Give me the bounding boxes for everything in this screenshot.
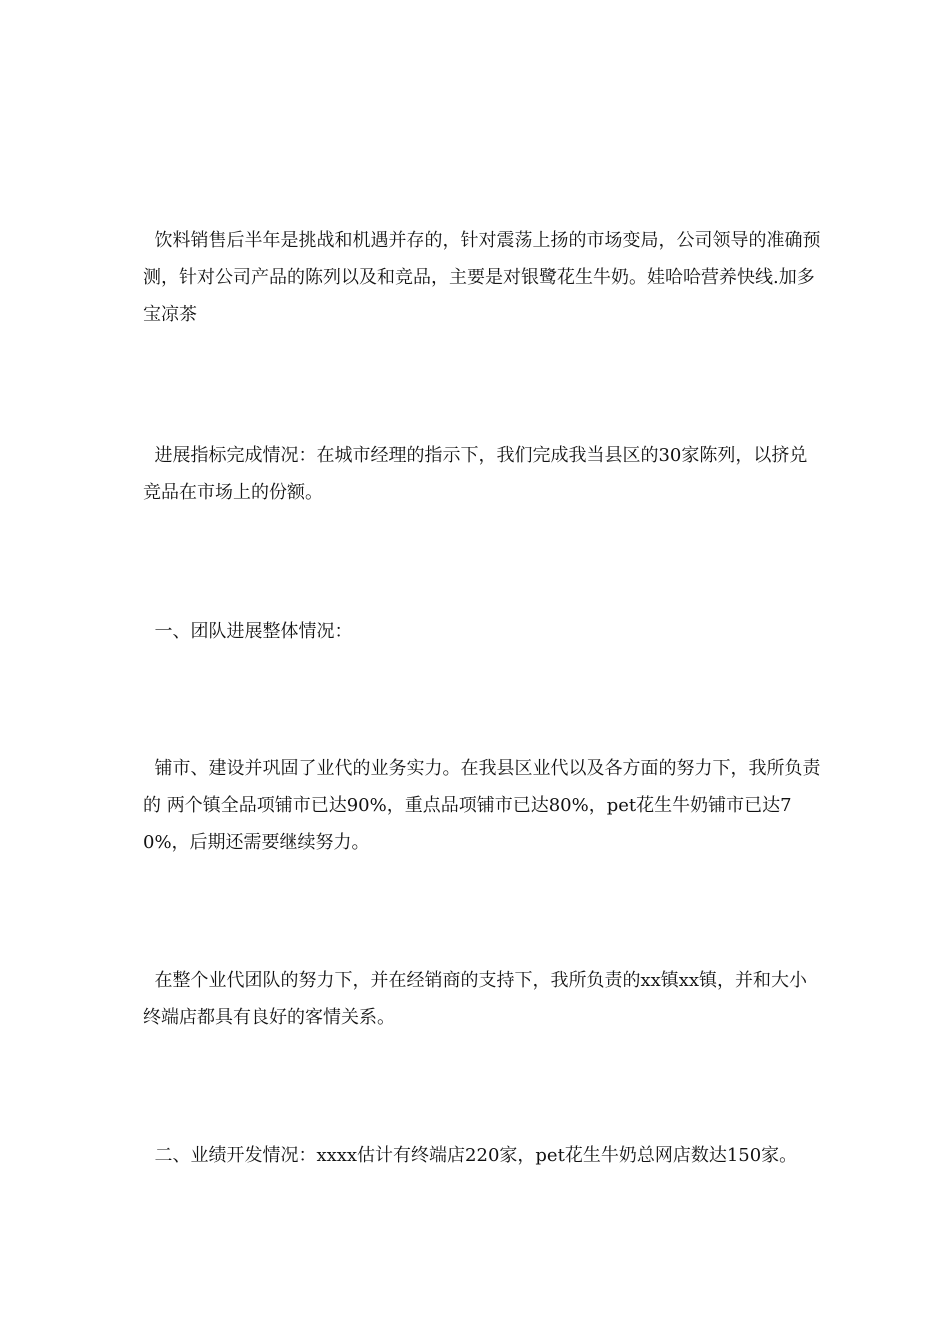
section-heading-performance: 二、业绩开发情况：xxxx估计有终端店220家，pet花生牛奶总网店数达150家。 xyxy=(143,1145,798,1166)
paragraph-customer-relations: 在整个业代团队的努力下，并在经销商的支持下，我所负责的xx镇xx镇，并和大小终端店都具有良好的客情关系。 xyxy=(143,970,808,1028)
section-heading-team-progress: 一、团队进展整体情况： xyxy=(143,621,353,642)
paragraph-market-coverage: 铺市、建设并巩固了业代的业务实力。在我县区业代以及各方面的努力下，我所负责的 两个镇全品项铺市已达90%，重点品项铺市已达80%，pet花生牛奶铺市已达70%，后期还需要继续努力。 xyxy=(143,758,821,853)
paragraph-progress-indicators: 进展指标完成情况：在城市经理的指示下，我们完成我当县区的30家陈列，以挤兑竞品在市场上的份额。 xyxy=(143,445,808,503)
paragraph-intro: 饮料销售后半年是挑战和机遇并存的，针对震荡上扬的市场变局，公司领导的准确预测，针对公司产品的陈列以及和竞品，主要是对银鹭花生牛奶。娃哈哈营养快线.加多宝凉茶 xyxy=(143,230,821,325)
